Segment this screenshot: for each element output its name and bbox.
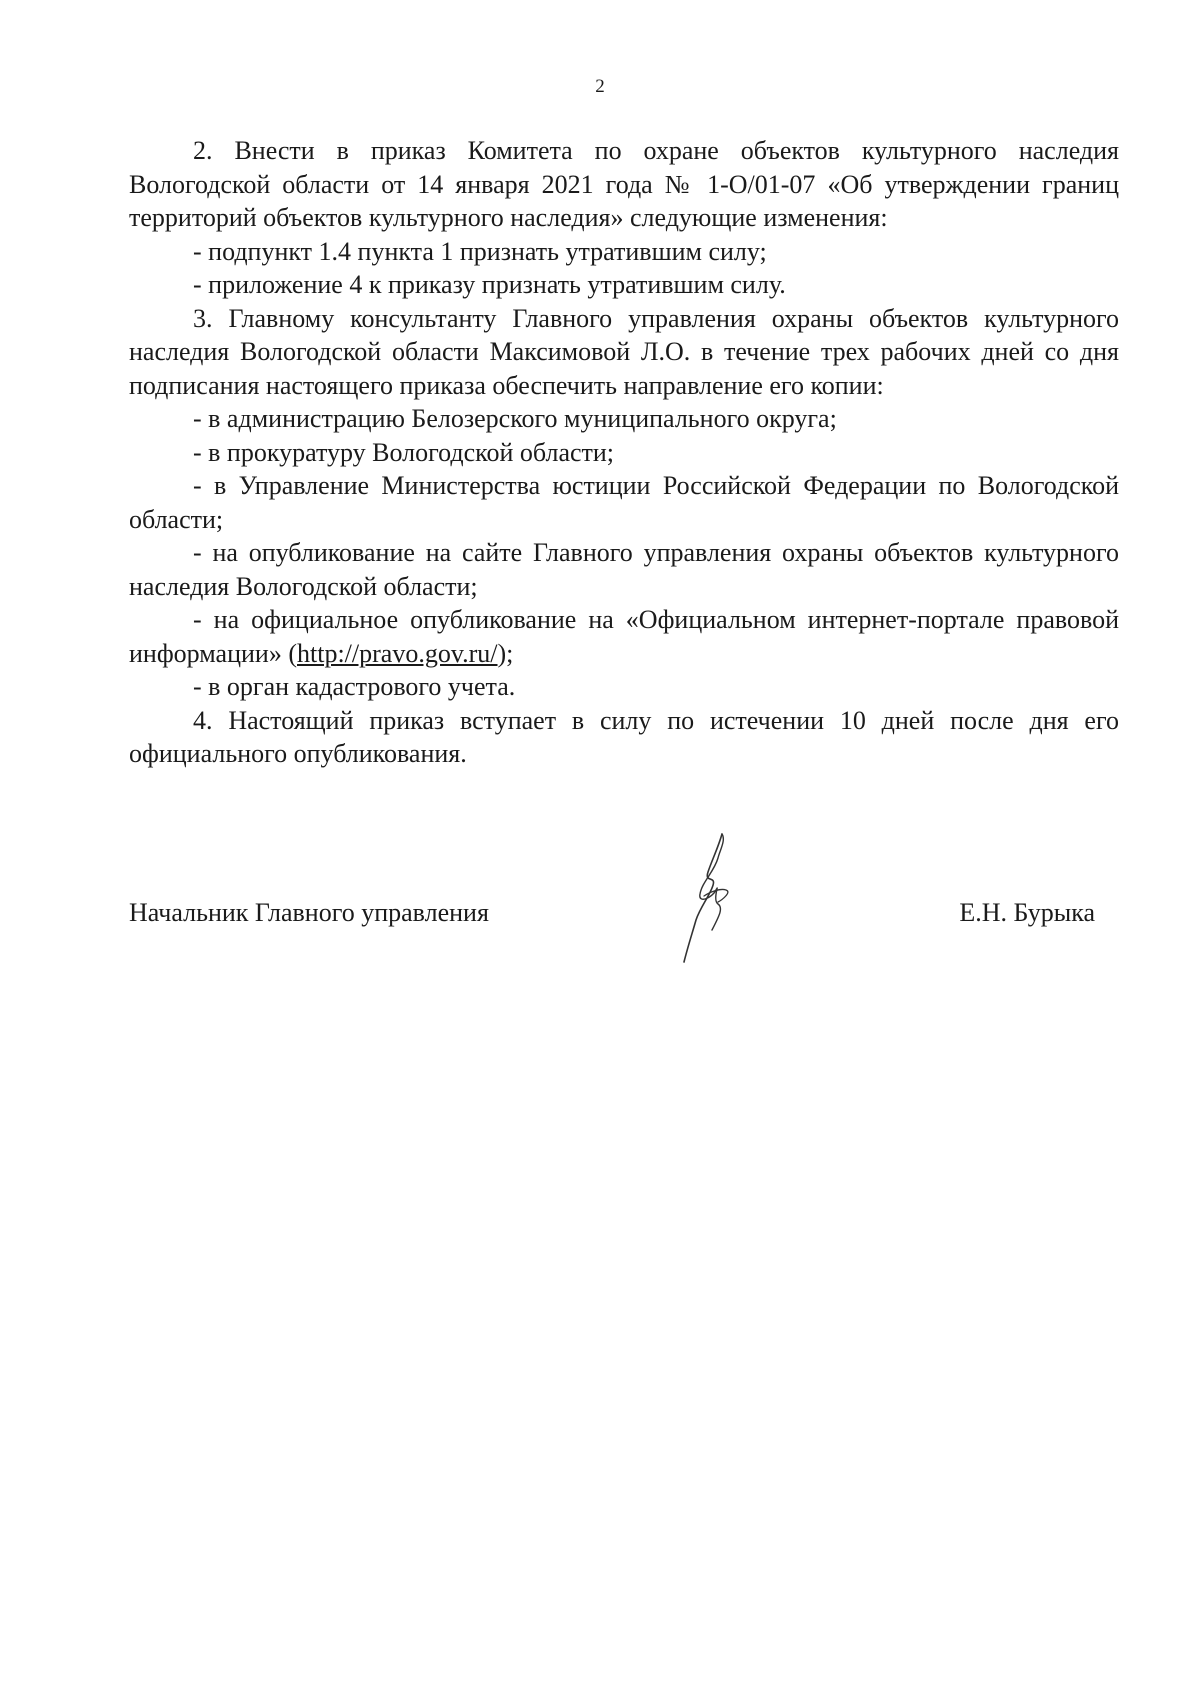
list-item: - в прокуратуру Вологодской области; — [193, 437, 615, 467]
official-publication-text: - на официальное опубликование на «Официальном интернет-портале правовой информации» ( — [129, 605, 1119, 668]
list-item: - в орган кадастрового учета. — [193, 672, 516, 701]
list-item: - в Управление Министерства юстиции Российской Федерации по Вологодской области; — [129, 471, 1119, 534]
signer-name: Е.Н. Бурыка — [959, 898, 1095, 927]
document-body — [129, 134, 1119, 771]
paragraph-item-4: 4. Настоящий приказ вступает в силу по истечении 10 дней после дня его официального опубликования. — [129, 705, 1119, 768]
paragraph-item-3: 3. Главному консультанту Главного управления охраны объектов культурного наследия Вологодской области Максимовой Л.О. в течение трех рабочих дней со дня подписания настоящего приказа обеспечить направление его копии: — [129, 303, 1119, 400]
page-number: 2 — [595, 76, 605, 97]
signature-block — [129, 898, 1119, 938]
paragraph-item-2: 2. Внести в приказ Комитета по охране объектов культурного наследия Вологодской области от 14 января 2021 года № 1-О/01-07 «Об утверждении границ территорий объектов культурного наследия» следующие изменения: — [129, 136, 1119, 232]
list-item: - подпункт 1.4 пункта 1 признать утратившим силу; — [193, 236, 767, 266]
list-item: - в администрацию Белозерского муниципального округа; — [193, 404, 837, 433]
list-item: - на опубликование на сайте Главного управления охраны объектов культурного наследия Вологодской области; — [129, 538, 1119, 601]
list-item: - приложение 4 к приказу признать утратившим силу. — [193, 270, 786, 299]
list-item-official-publication — [129, 603, 1119, 670]
signer-title: Начальник Главного управления — [129, 898, 489, 927]
handwritten-signature — [660, 828, 770, 968]
official-publication-suffix: ); — [497, 638, 514, 668]
pravo-gov-link[interactable]: http://pravo.gov.ru/ — [297, 638, 498, 668]
